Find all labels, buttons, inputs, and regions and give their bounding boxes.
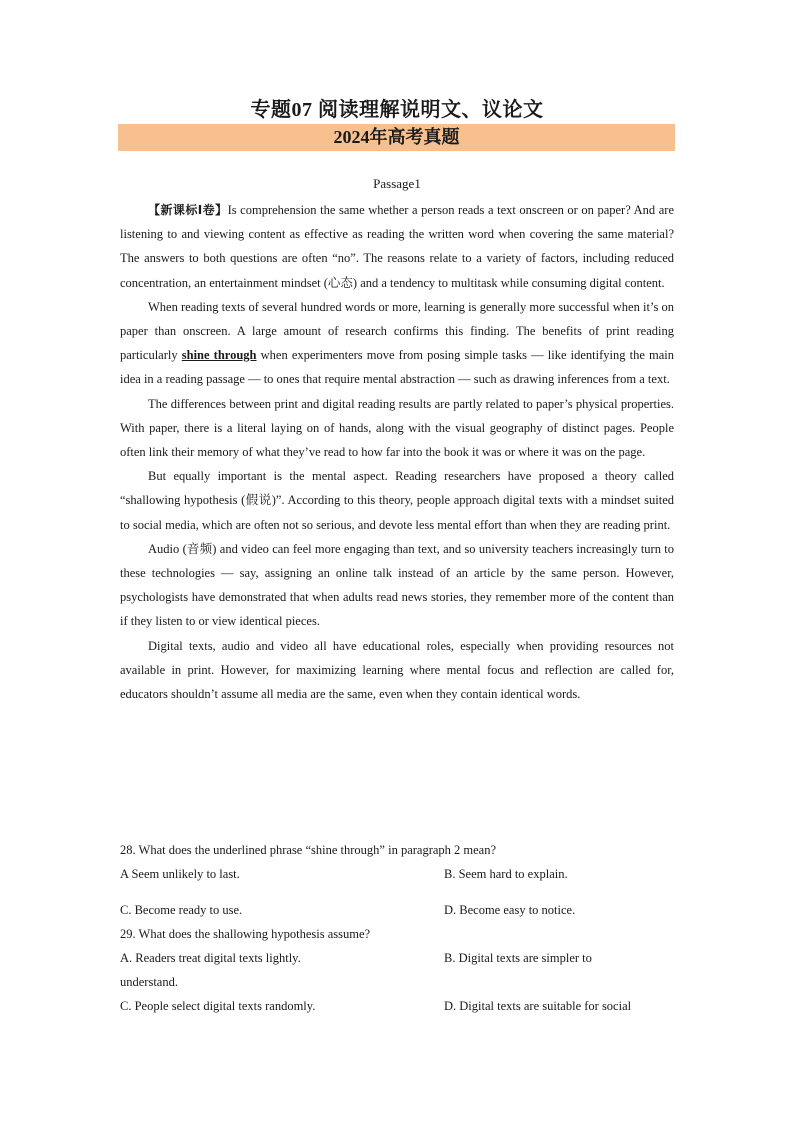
question-28-options-row-2 [120, 898, 674, 922]
question-28-option-d: D. Become easy to notice. [444, 903, 576, 917]
paragraph-6: Digital texts, audio and video all have educational roles, especially when providing resources not available in print. However, for maximizing learning where mental focus and reflection are called for, educators shouldn’t assume all media are the same, even when they contain identical words. [120, 638, 674, 702]
paragraph-2 [120, 295, 674, 392]
question-29-option-d: D. Digital texts are suitable for social [444, 999, 632, 1013]
paragraph-4: But equally important is the mental aspect. Reading researchers have proposed a theory called “shallowing hypothesis (假说)”. According to this theory, people approach digital texts with a mindset suited to social media, which are often not so serious, and devote less mental effort than when they are reading print. [120, 469, 674, 532]
passage-label: Passage1 [373, 176, 421, 191]
question-28-options-row-1 [120, 862, 674, 886]
question-28-stem: 28. What does the underlined phrase “shine through” in paragraph 2 mean? [120, 843, 497, 857]
question-28-option-b: B. Seem hard to explain. [444, 867, 568, 881]
questions-section [120, 838, 674, 1018]
question-29-option-c: C. People select digital texts randomly. [120, 999, 316, 1013]
passage-body [120, 198, 674, 706]
paragraph-3: The differences between print and digital reading results are partly related to paper’s physical properties. With paper, there is a literal laying on of hands, along with the visual geography of distinct pages. People often link their memory of what they’ve read to how far into the book it was or where it was on the page. [120, 396, 674, 460]
document-title: 专题07 阅读理解说明文、议论文 [250, 99, 544, 121]
question-29-stem: 29. What does the shallowing hypothesis assume? [120, 927, 371, 941]
question-29-option-b-continued: understand. [120, 975, 178, 989]
year-banner: 2024年高考真题 [118, 124, 675, 151]
question-28-option-a: A Seem unlikely to last. [120, 867, 240, 881]
question-29-options-row-2 [120, 994, 674, 1018]
option-spacer [120, 886, 674, 898]
question-29-option-a: A. Readers treat digital texts lightly. [120, 951, 301, 965]
question-29-option-b: B. Digital texts are simpler to [444, 951, 592, 965]
underlined-phrase: shine through [181, 348, 257, 363]
question-28-option-c: C. Become ready to use. [120, 903, 243, 917]
paragraph-2-text-after: when experimenters move from posing simple tasks — like identifying the main idea in a reading passage — to ones that require mental abstraction — such as drawing inferences from a text. [120, 348, 674, 387]
paragraph-1-text: Is comprehension the same whether a person reads a text onscreen or on paper? And are listening to and viewing content as effective as reading the written word when covering the same material? The answers to both questions are often “no”. The reasons relate to a variety of factors, including reduced concentration, an entertainment mindset (心态) and a tendency to multitask while consuming digital content. [120, 203, 674, 290]
question-29-options-row-1 [120, 946, 674, 970]
paragraph-1 [120, 198, 674, 295]
source-tag: 【新课标Ⅰ卷】 [148, 203, 228, 217]
paragraph-2-text-before: When reading texts of several hundred words or more, learning is generally more successful when it’s on paper than onscreen. A large amount of research confirms this finding. The benefits of print reading particularly [120, 299, 674, 363]
paragraph-5: Audio (音频) and video can feel more engaging than text, and so university teachers increasingly turn to these technologies — say, assigning an online talk instead of an article by the same person. However, psychologists have demonstrated that when adults read news stories, they remember more of the content than if they listen to or view identical pieces. [120, 541, 674, 629]
